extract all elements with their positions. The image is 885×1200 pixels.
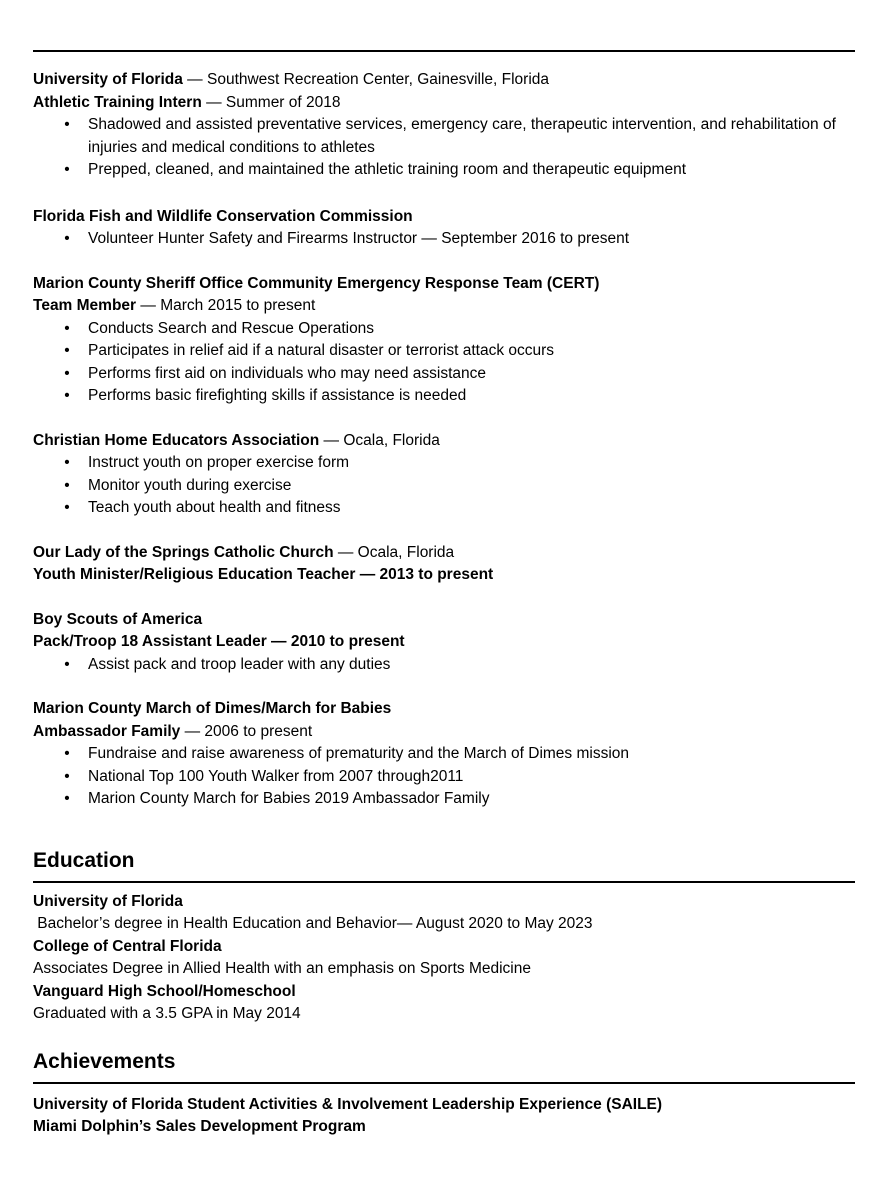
bullet-icon: •: [64, 161, 70, 178]
list-item: • Instruct youth on proper exercise form: [88, 452, 855, 475]
list-item: • Marion County March for Babies 2019 Ambassador Family: [88, 788, 855, 811]
experience-entry-chea: [33, 430, 855, 520]
list-item: • Assist pack and troop leader with any duties: [88, 654, 855, 677]
role-title: Team Member: [33, 297, 137, 314]
org-name: Christian Home Educators Association: [33, 431, 320, 449]
achievements-section: [33, 1048, 855, 1139]
section-divider: [33, 50, 855, 52]
list-item: • Participates in relief aid if a natural disaster or terrorist attack occurs: [88, 340, 855, 363]
bullet-icon: •: [64, 476, 70, 494]
org-name: Marion County March of Dimes/March for Babies: [33, 700, 392, 717]
section-divider: [33, 881, 855, 883]
role-title: Youth Minister/Religious Education Teacher — 2013 to present: [33, 566, 494, 583]
org-name: Marion County Sheriff Office Community Emergency Response Team (CERT): [33, 274, 600, 292]
role-detail: — 2006 to present: [180, 722, 313, 740]
list-item: • Monitor youth during exercise: [88, 475, 855, 498]
list-item: • Fundraise and raise awareness of prematurity and the March of Dimes mission: [88, 743, 855, 766]
bullet-icon: •: [64, 499, 70, 516]
org-name: University of Florida: [33, 71, 183, 88]
list-item: • Volunteer Hunter Safety and Firearms Instructor — September 2016 to present: [88, 228, 855, 251]
list-item: • Prepped, cleaned, and maintained the athletic training room and therapeutic equipment: [88, 159, 855, 182]
list-item: • National Top 100 Youth Walker from 2007 through2011: [88, 766, 855, 789]
bullet-list: [33, 452, 855, 520]
degree-text: Graduated with a 3.5 GPA in May 2014: [33, 1005, 301, 1022]
org-detail: — Ocala, Florida: [333, 543, 455, 561]
bullet-list: [33, 743, 855, 811]
experience-entry-church: [33, 542, 855, 587]
achievement-item: University of Florida Student Activities & Involvement Leadership Experience (SAILE): [33, 1095, 663, 1113]
role-title: Athletic Training Intern: [33, 93, 202, 111]
bullet-icon: •: [64, 116, 70, 133]
bullet-icon: •: [64, 387, 70, 404]
education-section: [33, 847, 855, 1026]
bullet-icon: •: [64, 767, 70, 785]
degree-text: Bachelor’s degree in Health Education and Behavior— August 2020 to May 2023: [33, 915, 593, 932]
role-detail: — Summer of 2018: [201, 93, 341, 111]
org-detail: — Southwest Recreation Center, Gainesville, Florida: [182, 71, 550, 88]
bullet-list: [33, 228, 855, 251]
org-name: Florida Fish and Wildlife Conservation Commission: [33, 207, 413, 225]
degree-text: Associates Degree in Allied Health with an emphasis on Sports Medicine: [33, 960, 531, 977]
section-divider: [33, 1082, 855, 1084]
role-title: Pack/Troop 18 Assistant Leader — 2010 to present: [33, 633, 405, 650]
bullet-icon: •: [64, 364, 70, 382]
achievement-item: Miami Dolphin’s Sales Development Program: [33, 1118, 366, 1135]
experience-entry-uf: [33, 69, 855, 182]
bullet-icon: •: [64, 319, 70, 337]
list-item: • Conducts Search and Rescue Operations: [88, 318, 855, 341]
list-item: • Performs first aid on individuals who may need assistance: [88, 363, 855, 386]
org-name: Our Lady of the Springs Catholic Church: [33, 543, 334, 561]
school-name: College of Central Florida: [33, 937, 222, 955]
experience-entry-bsa: [33, 609, 855, 677]
role-detail: — March 2015 to present: [136, 297, 316, 314]
experience-entry-fwc: [33, 206, 855, 251]
school-name: University of Florida: [33, 892, 183, 910]
section-heading-education: Education: [33, 848, 135, 872]
list-item: • Teach youth about health and fitness: [88, 497, 855, 520]
school-name: Vanguard High School/Homeschool: [33, 982, 296, 1000]
bullet-list: [33, 318, 855, 408]
resume-page: [33, 0, 855, 1139]
bullet-icon: •: [64, 790, 70, 807]
list-item: • Performs basic firefighting skills if assistance is needed: [88, 385, 855, 408]
bullet-list: [33, 654, 855, 677]
role-title: Ambassador Family: [33, 722, 181, 740]
org-name: Boy Scouts of America: [33, 610, 203, 628]
bullet-icon: •: [64, 230, 70, 247]
list-item: • Shadowed and assisted preventative services, emergency care, therapeutic intervention, and rehabilitation of injuries and medical conditions to athletes: [88, 114, 855, 159]
experience-entry-cert: [33, 273, 855, 408]
bullet-list: [33, 114, 855, 182]
section-heading-achievements: Achievements: [33, 1049, 176, 1073]
experience-entry-march-of-dimes: [33, 698, 855, 811]
bullet-icon: •: [64, 454, 70, 471]
bullet-icon: •: [64, 342, 70, 359]
bullet-icon: •: [64, 745, 70, 762]
bullet-icon: •: [64, 655, 70, 673]
org-detail: — Ocala, Florida: [319, 431, 440, 449]
